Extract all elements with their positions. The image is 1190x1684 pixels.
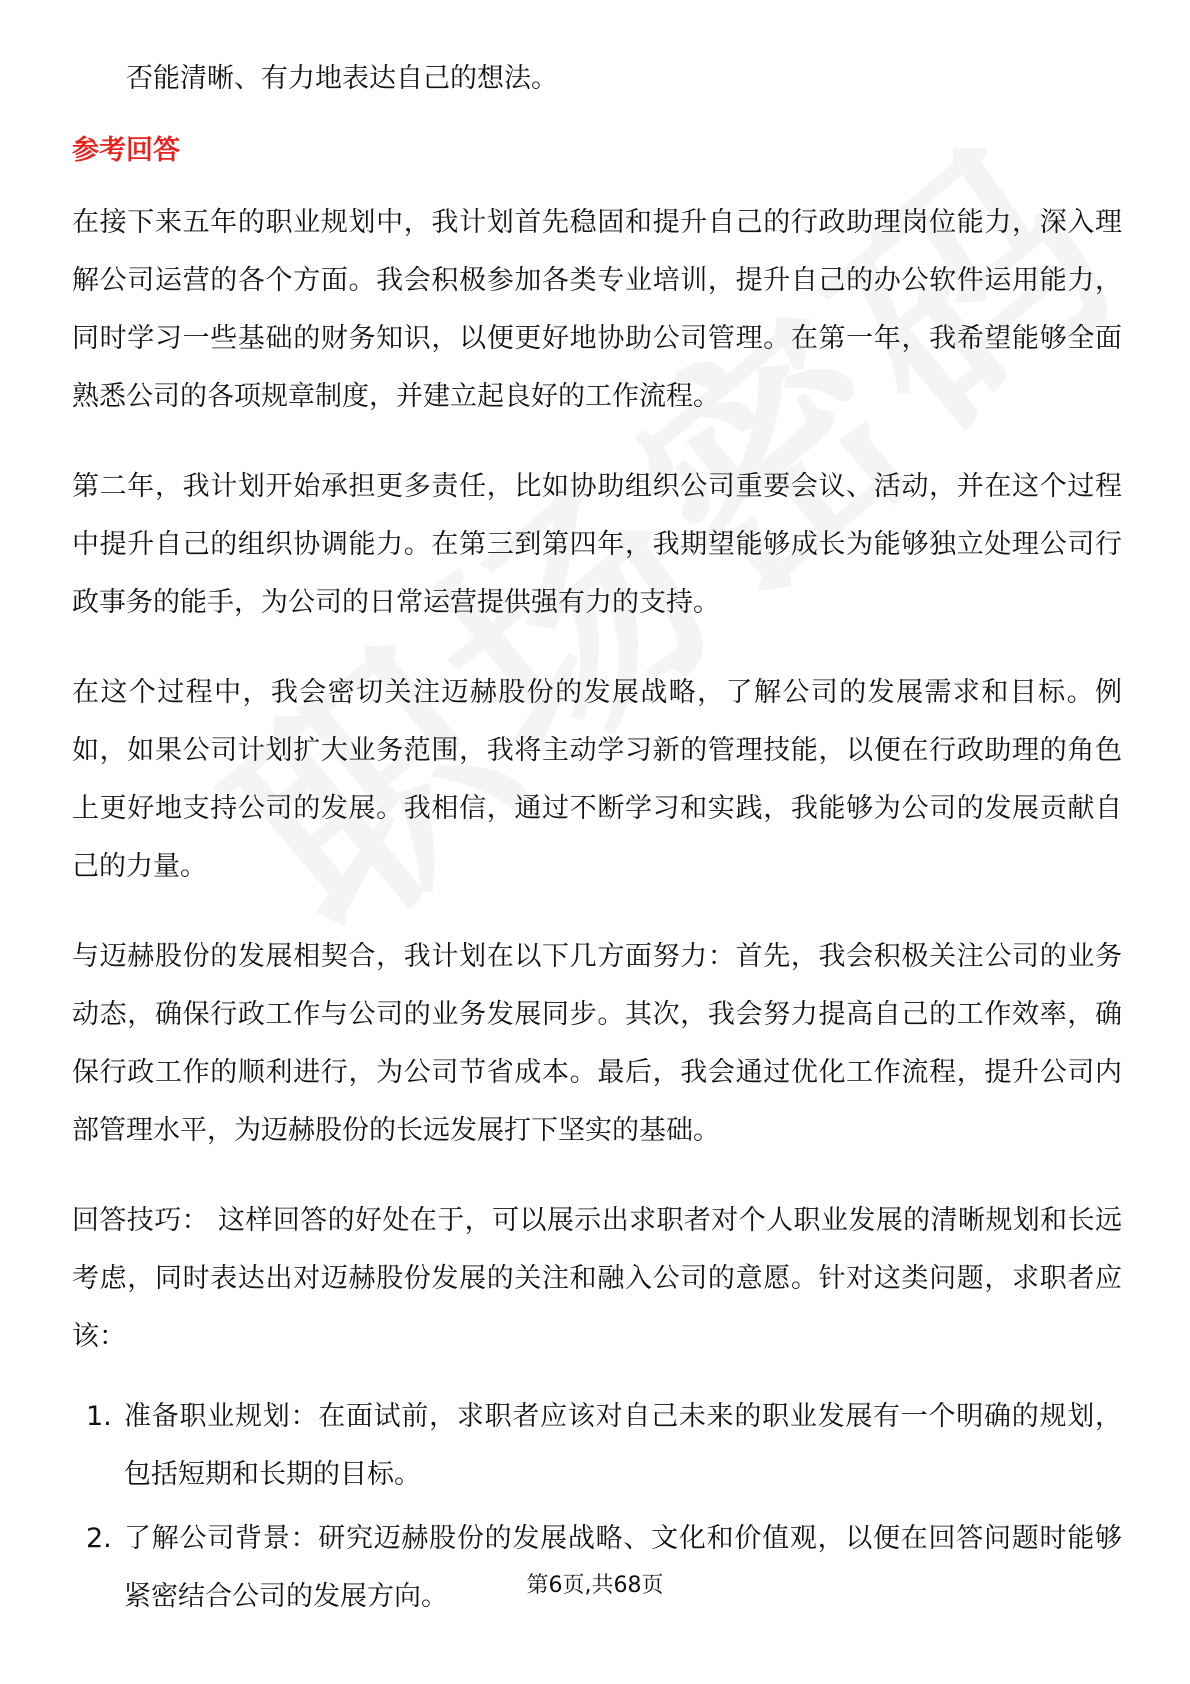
section-heading: 参考回答 (72, 135, 180, 166)
list-number: 1. (86, 1401, 112, 1432)
paragraph-tips: 回答技巧： 这样回答的好处在于，可以展示出求职者对个人职业发展的清晰规划和长远考虑，同时表达出对迈赫股份发展的关注和融入公司的意愿。针对这类问题，求职者应该： (72, 1205, 1122, 1352)
paragraph-3: 在这个过程中，我会密切关注迈赫股份的发展战略，了解公司的发展需求和目标。例如，如果公司计划扩大业务范围，我将主动学习新的管理技能，以便在行政助理的角色上更好地支持公司的发展。我相信，通过不断学习和实践，我能够为公司的发展贡献自己的力量。 (72, 677, 1122, 882)
list-number: 2. (86, 1523, 112, 1554)
paragraph-4: 与迈赫股份的发展相契合，我计划在以下几方面努力：首先，我会积极关注公司的业务动态，确保行政工作与公司的业务发展同步。其次，我会努力提高自己的工作效率，确保行政工作的顺利进行，为公司节省成本。最后，我会通过优化工作流程，提升公司内部管理水平，为迈赫股份的长远发展打下坚实的基础。 (72, 941, 1122, 1146)
list-item-text: 准备职业规划：在面试前，求职者应该对自己未来的职业发展有一个明确的规划，包括短期和长期的目标。 (124, 1401, 1122, 1490)
paragraph-2: 第二年，我计划开始承担更多责任，比如协助组织公司重要会议、活动，并在这个过程中提升自己的组织协调能力。在第三到第四年，我期望能够成长为能够独立处理公司行政事务的能手，为公司的日常运营提供强有力的支持。 (72, 471, 1122, 618)
list-item (72, 1388, 1122, 1504)
paragraph-1: 在接下来五年的职业规划中，我计划首先稳固和提升自己的行政助理岗位能力，深入理解公司运营的各个方面。我会积极参加各类专业培训，提升自己的办公软件运用能力，同时学习一些基础的财务知识，以便更好地协助公司管理。在第一年，我希望能够全面熟悉公司的各项规章制度，并建立起良好的工作流程。 (72, 207, 1122, 412)
page-footer: 第6页,共68页 (526, 1573, 664, 1598)
lead-line: 否能清晰、有力地表达自己的想法。 (126, 63, 558, 94)
page-content (72, 50, 1122, 1632)
list-item-text: 了解公司背景：研究迈赫股份的发展战略、文化和价值观，以便在回答问题时能够紧密结合公司的发展方向。 (124, 1523, 1122, 1612)
